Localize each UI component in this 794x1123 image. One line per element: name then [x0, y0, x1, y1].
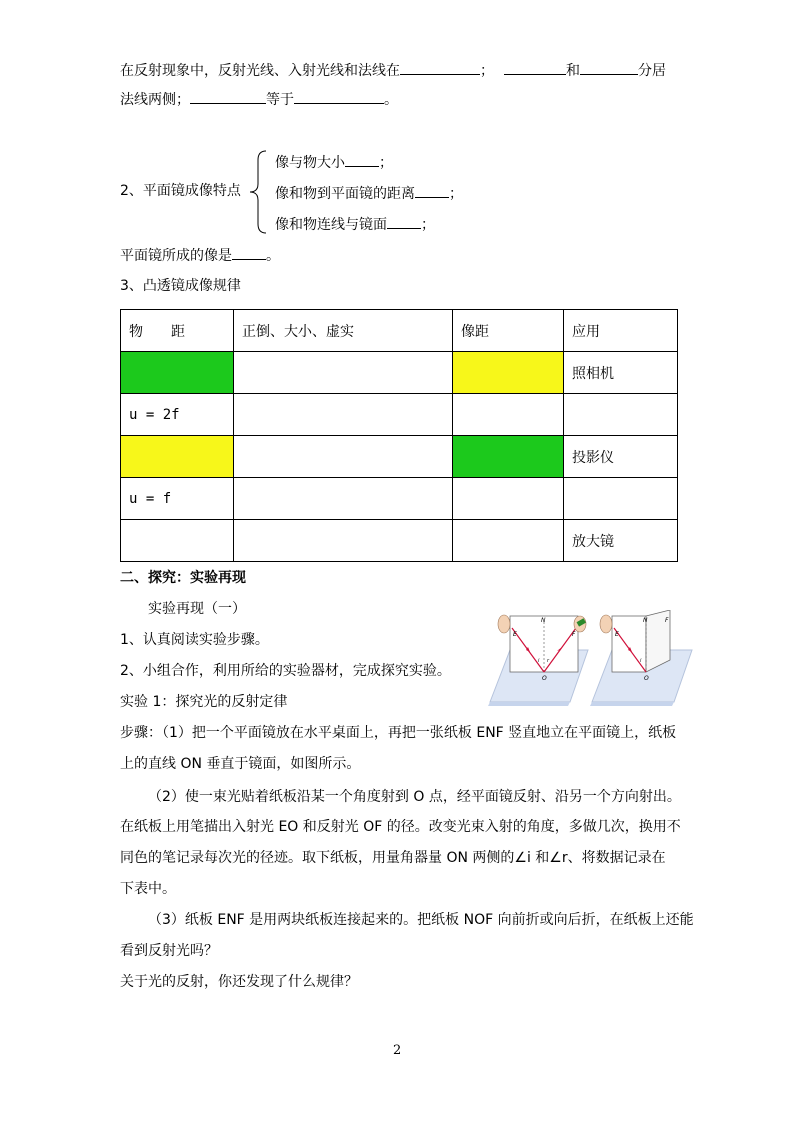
header-application: 应用 [564, 310, 678, 352]
table-cell[interactable] [121, 520, 234, 562]
reflection-line-2 [120, 88, 398, 110]
blank[interactable] [580, 59, 638, 75]
table-cell[interactable] [234, 478, 453, 520]
text: ； [379, 155, 393, 171]
table-cell: u = f [121, 478, 234, 520]
question: 关于光的反射，你还发现了什么规律？ [120, 974, 358, 990]
para1-line2: 上的直线 ON 垂直于镜面，如图所示。 [120, 756, 361, 772]
text: 像和物连线与镜面 [275, 217, 387, 233]
para3-line1: （3）纸板 ENF 是用两块纸板连接起来的。把纸板 NOF 向前折或向后折，在纸板上还能 [148, 912, 694, 928]
mirror-item-line [275, 213, 435, 235]
table-header-row [121, 310, 678, 352]
text: 等于 [266, 92, 294, 108]
reflection-line-1 [120, 59, 666, 81]
table-cell: 照相机 [564, 352, 678, 394]
blank[interactable] [400, 59, 480, 75]
step-1: 1、认真阅读实验步骤。 [120, 632, 269, 648]
text: 平面镜所成的像是 [120, 248, 232, 264]
blank[interactable] [387, 213, 421, 229]
table-cell: u = 2f [121, 394, 234, 436]
step-2: 2、小组合作，利用所给的实验器材，完成探究实验。 [120, 663, 451, 679]
table-row [121, 478, 678, 520]
reflection-experiment-figure [488, 610, 694, 710]
text: ； [480, 63, 494, 79]
para1-line1: 步骤：（1）把一个平面镜放在水平桌面上，再把一张纸板 ENF 竖直地立在平面镜上，纸板 [120, 725, 677, 741]
text: 法线两侧； [120, 92, 190, 108]
table-cell[interactable] [121, 352, 234, 394]
mirror-title: 2、平面镜成像特点 [120, 183, 241, 199]
table-cell[interactable] [564, 394, 678, 436]
text: 。 [384, 92, 398, 108]
table-cell[interactable] [453, 520, 564, 562]
table-row [121, 352, 678, 394]
section-heading: 二、探究：实验再现 [120, 570, 246, 586]
blank[interactable] [232, 244, 266, 260]
label-n: N [541, 617, 546, 624]
table-cell[interactable] [453, 394, 564, 436]
table-cell: 放大镜 [564, 520, 678, 562]
table-cell[interactable] [121, 436, 234, 478]
blank[interactable] [294, 88, 384, 104]
table-cell[interactable] [234, 394, 453, 436]
table-cell[interactable] [234, 436, 453, 478]
para2-line2: 在纸板上用笔描出入射光 EO 和反射光 OF 的径。改变光束入射的角度，多做几次，换用不 [120, 819, 681, 835]
label-e: E [615, 631, 619, 638]
text: 分居 [638, 63, 666, 79]
table-row [121, 436, 678, 478]
mirror-image-type [120, 244, 280, 266]
label-n: N [643, 617, 648, 624]
lens-table [120, 309, 678, 562]
text: 像和物到平面镜的距离 [275, 186, 415, 202]
blank[interactable] [345, 151, 379, 167]
subheading: 实验再现（一） [148, 601, 246, 617]
table-cell[interactable] [564, 478, 678, 520]
table-cell[interactable] [453, 436, 564, 478]
table-cell: 投影仪 [564, 436, 678, 478]
text: 在反射现象中，反射光线、入射光线和法线在 [120, 63, 400, 79]
table-cell[interactable] [453, 478, 564, 520]
table-cell[interactable] [234, 520, 453, 562]
text: 。 [266, 248, 280, 264]
label-f: F [665, 617, 669, 624]
table-cell[interactable] [234, 352, 453, 394]
text: ； [449, 186, 463, 202]
label-i: i [538, 658, 540, 664]
label-o: O [644, 675, 649, 682]
blank[interactable] [190, 88, 266, 104]
table-row [121, 394, 678, 436]
label-i: i [640, 658, 642, 664]
label-e: E [513, 631, 517, 638]
text: 像与物大小 [275, 155, 345, 171]
mirror-item-size [275, 151, 393, 173]
text: ； [421, 217, 435, 233]
mirror-item-distance [275, 182, 463, 204]
label-r: r [547, 658, 550, 664]
table-row [121, 520, 678, 562]
label-f: F [572, 631, 576, 638]
para2-line1: （2）使一束光贴着纸板沿某一个角度射到 O 点，经平面镜反射、沿另一个方向射出。 [148, 789, 681, 805]
blank[interactable] [415, 182, 449, 198]
lens-title: 3、凸透镜成像规律 [120, 278, 241, 294]
para2-line4: 下表中。 [120, 881, 176, 897]
para3-line2: 看到反射光吗？ [120, 943, 218, 959]
blank[interactable] [504, 59, 566, 75]
label-o: O [542, 675, 547, 682]
header-object-distance: 物 距 [121, 310, 234, 352]
table-cell[interactable] [453, 352, 564, 394]
header-image-nature: 正倒、大小、虚实 [234, 310, 453, 352]
text: 和 [566, 63, 580, 79]
page-number: 2 [393, 1043, 402, 1058]
brace-icon [248, 150, 268, 234]
header-image-distance: 像距 [453, 310, 564, 352]
experiment-title: 实验 1：探究光的反射定律 [120, 694, 288, 710]
para2-line3: 同色的笔记录每次光的径迹。取下纸板，用量角器量 ON 两侧的∠i 和∠r、将数据记录在 [120, 850, 666, 866]
